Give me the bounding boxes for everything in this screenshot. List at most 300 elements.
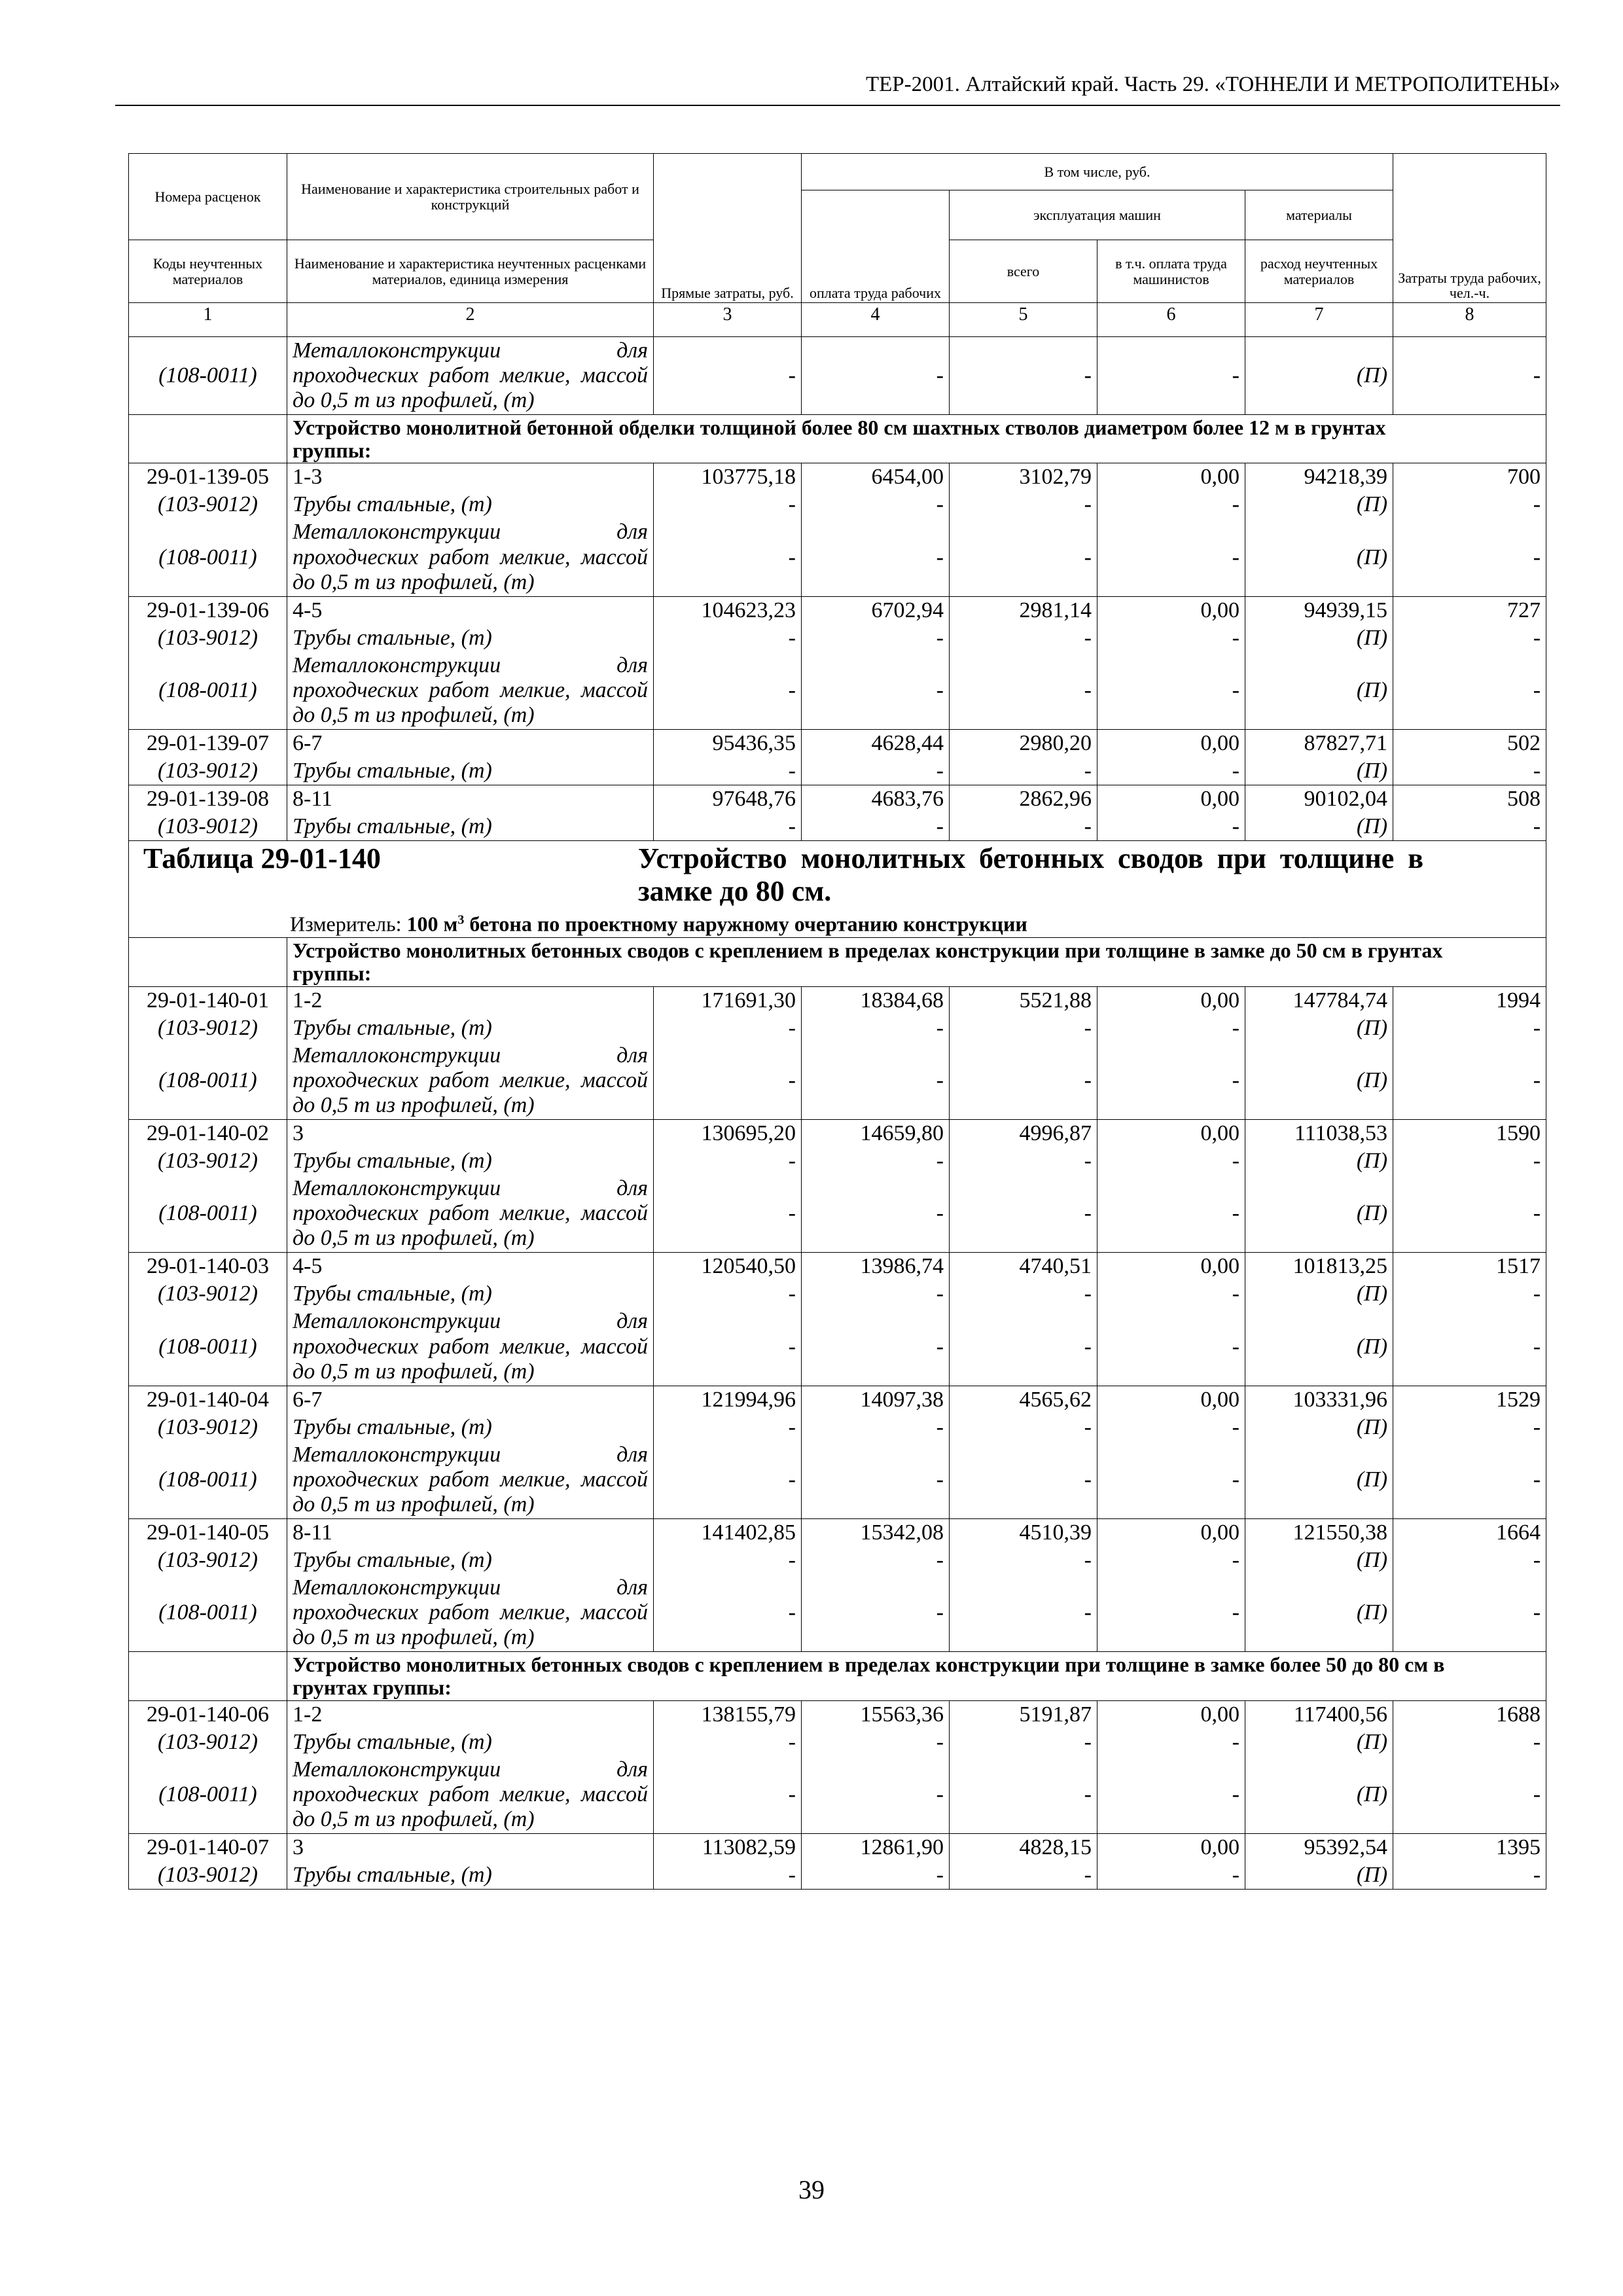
material-name: Металлоконструкции для проходческих работ мелкие, массой до 0,5 т из профилей, (т) xyxy=(287,1441,654,1519)
material-consumption: (П) xyxy=(1245,813,1393,841)
material-code: (103-9012) xyxy=(129,491,287,518)
empty-value: - xyxy=(1393,1014,1546,1042)
meter-label: Измеритель: xyxy=(290,912,402,936)
empty-value: - xyxy=(1393,652,1546,730)
column-number: 5 xyxy=(950,303,1097,337)
rate-row xyxy=(129,1700,1546,1729)
empty-value: - xyxy=(1393,491,1546,518)
empty-value: - xyxy=(950,491,1097,518)
material-row-metal xyxy=(129,1042,1546,1120)
empty-value: - xyxy=(1097,652,1245,730)
material-row-pipes xyxy=(129,491,1546,518)
material-row-pipes xyxy=(129,1547,1546,1574)
empty-value: - xyxy=(1097,813,1245,841)
material-consumption: (П) xyxy=(1245,1042,1393,1120)
empty-value: - xyxy=(1097,1729,1245,1756)
material-row-pipes xyxy=(129,1147,1546,1175)
operator-pay: 0,00 xyxy=(1097,1519,1245,1547)
material-row-metal xyxy=(129,1308,1546,1386)
material-code: (103-9012) xyxy=(129,1280,287,1308)
empty-value: - xyxy=(802,1414,950,1441)
material-consumption: (П) xyxy=(1245,1547,1393,1574)
operator-pay: 0,00 xyxy=(1097,1833,1245,1861)
material-consumption: (П) xyxy=(1245,652,1393,730)
empty-value: - xyxy=(654,337,802,415)
rate-code: 29-01-140-04 xyxy=(129,1386,287,1414)
material-consumption: (П) xyxy=(1245,491,1393,518)
rate-soil-group: 4-5 xyxy=(287,1253,654,1281)
material-consumption: (П) xyxy=(1245,1756,1393,1834)
labor-pay: 14097,38 xyxy=(802,1386,950,1414)
labor-hours: 508 xyxy=(1393,785,1546,814)
meter-value: 100 м xyxy=(406,912,458,936)
material-name: Трубы стальные, (т) xyxy=(287,1861,654,1890)
material-name: Металлоконструкции для проходческих работ мелкие, массой до 0,5 т из профилей, (т) xyxy=(287,1042,654,1120)
page-number: 39 xyxy=(798,2175,825,2204)
rate-soil-group: 6-7 xyxy=(287,1386,654,1414)
empty-value: - xyxy=(1393,813,1546,841)
empty-value: - xyxy=(1393,1861,1546,1890)
material-code: (108-0011) xyxy=(129,1042,287,1120)
column-number: 1 xyxy=(129,303,287,337)
material-consumption: (П) xyxy=(1245,1441,1393,1519)
direct-costs: 141402,85 xyxy=(654,1519,802,1547)
material-costs: 95392,54 xyxy=(1245,1833,1393,1861)
material-code: (103-9012) xyxy=(129,757,287,785)
empty-value: - xyxy=(802,1280,950,1308)
empty-value: - xyxy=(802,1147,950,1175)
material-code: (108-0011) xyxy=(129,652,287,730)
material-costs: 101813,25 xyxy=(1245,1253,1393,1281)
empty-value: - xyxy=(654,491,802,518)
rate-soil-group: 4-5 xyxy=(287,596,654,624)
material-costs: 103331,96 xyxy=(1245,1386,1393,1414)
labor-hours: 727 xyxy=(1393,596,1546,624)
material-consumption: (П) xyxy=(1245,624,1393,652)
empty-value: - xyxy=(654,1441,802,1519)
operator-pay: 0,00 xyxy=(1097,1700,1245,1729)
rate-code: 29-01-139-06 xyxy=(129,596,287,624)
empty-value: - xyxy=(1097,1175,1245,1253)
labor-hours: 1664 xyxy=(1393,1519,1546,1547)
material-name: Металлоконструкции для проходческих работ мелкие, массой до 0,5 т из профилей, (т) xyxy=(287,1756,654,1834)
material-name: Металлоконструкции для проходческих работ мелкие, массой до 0,5 т из профилей, (т) xyxy=(287,1308,654,1386)
empty-value: - xyxy=(1097,1042,1245,1120)
material-name: Трубы стальные, (т) xyxy=(287,1414,654,1441)
column-number: 2 xyxy=(287,303,654,337)
material-row-metal xyxy=(129,1175,1546,1253)
labor-hours: 1688 xyxy=(1393,1700,1546,1729)
empty-value: - xyxy=(1097,624,1245,652)
empty-value: - xyxy=(1097,1547,1245,1574)
empty-value: - xyxy=(802,1756,950,1834)
labor-hours: 1529 xyxy=(1393,1386,1546,1414)
material-row-metal xyxy=(129,518,1546,596)
material-row-pipes xyxy=(129,813,1546,841)
rate-soil-group: 1-2 xyxy=(287,986,654,1014)
material-row-metal xyxy=(129,652,1546,730)
operator-pay: 0,00 xyxy=(1097,463,1245,492)
rate-code: 29-01-139-05 xyxy=(129,463,287,492)
material-consumption: (П) xyxy=(1245,1175,1393,1253)
empty-value: - xyxy=(1393,1547,1546,1574)
operator-pay: 0,00 xyxy=(1097,730,1245,758)
material-costs: 121550,38 xyxy=(1245,1519,1393,1547)
operator-pay: 0,00 xyxy=(1097,986,1245,1014)
material-code: (108-0011) xyxy=(129,1308,287,1386)
labor-hours: 1590 xyxy=(1393,1119,1546,1147)
empty-value: - xyxy=(1393,1280,1546,1308)
empty-value: - xyxy=(1393,1441,1546,1519)
empty-value: - xyxy=(950,1014,1097,1042)
machine-costs: 4510,39 xyxy=(950,1519,1097,1547)
material-row-pipes xyxy=(129,624,1546,652)
group-header: В том числе, руб. xyxy=(802,154,1393,190)
empty-value: - xyxy=(1097,1014,1245,1042)
empty-value: - xyxy=(950,1547,1097,1574)
empty-value: - xyxy=(654,1756,802,1834)
operator-pay: 0,00 xyxy=(1097,1119,1245,1147)
table-title-row xyxy=(129,841,1546,938)
rate-code: 29-01-140-01 xyxy=(129,986,287,1014)
meter-rest: бетона по проектному наружному очертанию конструкции xyxy=(464,912,1027,936)
operator-pay: 0,00 xyxy=(1097,596,1245,624)
rate-soil-group: 1-3 xyxy=(287,463,654,492)
empty-value: - xyxy=(802,1014,950,1042)
empty-value: - xyxy=(950,652,1097,730)
page-header: ТЕР-2001. Алтайский край. Часть 29. «ТОННЕЛИ И МЕТРОПОЛИТЕНЫ» xyxy=(865,73,1560,96)
direct-costs: 104623,23 xyxy=(654,596,802,624)
rate-row xyxy=(129,1386,1546,1414)
material-consumption: (П) xyxy=(1245,1574,1393,1652)
empty-value: - xyxy=(950,1414,1097,1441)
empty-value: - xyxy=(654,1042,802,1120)
table-description: Устройство монолитных бетонных сводов при толщине в замке до 80 см. xyxy=(638,842,1423,907)
rate-soil-group: 8-11 xyxy=(287,785,654,814)
rate-row xyxy=(129,1833,1546,1861)
rate-row xyxy=(129,1253,1546,1281)
material-row-metal xyxy=(129,337,1546,415)
rate-code: 29-01-140-06 xyxy=(129,1700,287,1729)
empty-value: - xyxy=(802,1308,950,1386)
col6-header: в т.ч. оплата труда машинистов xyxy=(1097,240,1245,303)
labor-pay: 13986,74 xyxy=(802,1253,950,1281)
material-costs: 111038,53 xyxy=(1245,1119,1393,1147)
rates-table xyxy=(128,153,1546,1890)
col4-header: оплата труда рабочих xyxy=(802,190,950,303)
direct-costs: 113082,59 xyxy=(654,1833,802,1861)
column-number: 8 xyxy=(1393,303,1546,337)
material-name: Трубы стальные, (т) xyxy=(287,1147,654,1175)
empty-value: - xyxy=(950,1756,1097,1834)
direct-costs: 121994,96 xyxy=(654,1386,802,1414)
rate-row xyxy=(129,986,1546,1014)
empty-value: - xyxy=(950,757,1097,785)
empty-value: - xyxy=(950,1308,1097,1386)
empty-value: - xyxy=(1097,1756,1245,1834)
material-costs: 90102,04 xyxy=(1245,785,1393,814)
rate-row xyxy=(129,1119,1546,1147)
material-code: (108-0011) xyxy=(129,518,287,596)
col5-header: всего xyxy=(950,240,1097,303)
material-costs: 147784,74 xyxy=(1245,986,1393,1014)
empty-value: - xyxy=(1393,1756,1546,1834)
section-spacer xyxy=(129,938,287,986)
empty-value: - xyxy=(654,1147,802,1175)
empty-value: - xyxy=(654,1014,802,1042)
col1-top-header: Номера расценок xyxy=(129,154,287,240)
rate-soil-group: 3 xyxy=(287,1833,654,1861)
table-title-cell xyxy=(129,841,1546,938)
material-consumption: (П) xyxy=(1245,1280,1393,1308)
material-consumption: (П) xyxy=(1245,1414,1393,1441)
column-number: 7 xyxy=(1245,303,1393,337)
empty-value: - xyxy=(950,1147,1097,1175)
column-number: 4 xyxy=(802,303,950,337)
machine-costs: 4996,87 xyxy=(950,1119,1097,1147)
labor-hours: 1994 xyxy=(1393,986,1546,1014)
empty-value: - xyxy=(802,1175,950,1253)
material-row-metal xyxy=(129,1441,1546,1519)
direct-costs: 97648,76 xyxy=(654,785,802,814)
empty-value: - xyxy=(1097,337,1245,415)
material-consumption: (П) xyxy=(1245,757,1393,785)
direct-costs: 120540,50 xyxy=(654,1253,802,1281)
labor-hours: 1395 xyxy=(1393,1833,1546,1861)
section-heading: Устройство монолитных бетонных сводов с креплением в пределах конструкции при толщине в замке до 50 см в грунтах группы: xyxy=(287,938,1546,986)
empty-value: - xyxy=(1393,1175,1546,1253)
material-row-pipes xyxy=(129,1014,1546,1042)
material-consumption: (П) xyxy=(1245,1014,1393,1042)
rate-row xyxy=(129,1519,1546,1547)
empty-value: - xyxy=(654,652,802,730)
empty-value: - xyxy=(950,1280,1097,1308)
empty-value: - xyxy=(950,1729,1097,1756)
column-number: 3 xyxy=(654,303,802,337)
material-row-pipes xyxy=(129,1280,1546,1308)
col7-header: расход неучтенных материалов xyxy=(1245,240,1393,303)
empty-value: - xyxy=(950,518,1097,596)
material-consumption: (П) xyxy=(1245,518,1393,596)
section-139-heading xyxy=(129,415,1546,463)
empty-value: - xyxy=(802,1861,950,1890)
empty-value: - xyxy=(1097,757,1245,785)
empty-value: - xyxy=(1393,757,1546,785)
empty-value: - xyxy=(654,518,802,596)
material-code: (103-9012) xyxy=(129,1547,287,1574)
material-row-pipes xyxy=(129,1729,1546,1756)
empty-value: - xyxy=(1097,1441,1245,1519)
empty-value: - xyxy=(1097,1308,1245,1386)
rate-soil-group: 1-2 xyxy=(287,1700,654,1729)
empty-value: - xyxy=(1097,1414,1245,1441)
labor-pay: 4628,44 xyxy=(802,730,950,758)
col3-header: Прямые затраты, руб. xyxy=(654,154,802,303)
empty-value: - xyxy=(950,337,1097,415)
empty-value: - xyxy=(1097,1861,1245,1890)
material-name: Металлоконструкции для проходческих работ мелкие, массой до 0,5 т из профилей, (т) xyxy=(287,652,654,730)
direct-costs: 171691,30 xyxy=(654,986,802,1014)
material-code: (108-0011) xyxy=(129,337,287,415)
labor-pay: 18384,68 xyxy=(802,986,950,1014)
machine-costs: 2862,96 xyxy=(950,785,1097,814)
empty-value: - xyxy=(802,337,950,415)
empty-value: - xyxy=(1097,1147,1245,1175)
empty-value: - xyxy=(654,1308,802,1386)
machine-costs: 5191,87 xyxy=(950,1700,1097,1729)
empty-value: - xyxy=(654,1547,802,1574)
labor-pay: 12861,90 xyxy=(802,1833,950,1861)
material-costs: 117400,56 xyxy=(1245,1700,1393,1729)
section-spacer xyxy=(129,415,287,463)
rate-soil-group: 8-11 xyxy=(287,1519,654,1547)
meter-sup: 3 xyxy=(457,912,465,927)
material-consumption: (П) xyxy=(1245,1861,1393,1890)
material-code: (103-9012) xyxy=(129,1014,287,1042)
rate-code: 29-01-140-07 xyxy=(129,1833,287,1861)
labor-pay: 15342,08 xyxy=(802,1519,950,1547)
empty-value: - xyxy=(950,1574,1097,1652)
machine-costs: 4828,15 xyxy=(950,1833,1097,1861)
materials-header: материалы xyxy=(1245,190,1393,240)
empty-value: - xyxy=(802,813,950,841)
material-costs: 94218,39 xyxy=(1245,463,1393,492)
empty-value: - xyxy=(1393,1042,1546,1120)
material-name: Трубы стальные, (т) xyxy=(287,1014,654,1042)
empty-value: - xyxy=(802,1574,950,1652)
empty-value: - xyxy=(1393,1147,1546,1175)
material-name: Трубы стальные, (т) xyxy=(287,491,654,518)
col2-top-header: Наименование и характеристика строительных работ и конструкций xyxy=(287,154,654,240)
material-name: Металлоконструкции для проходческих работ мелкие, массой до 0,5 т из профилей, (т) xyxy=(287,1175,654,1253)
empty-value: - xyxy=(950,1042,1097,1120)
rate-row xyxy=(129,463,1546,492)
rate-soil-group: 6-7 xyxy=(287,730,654,758)
labor-pay: 15563,36 xyxy=(802,1700,950,1729)
machine-costs: 4565,62 xyxy=(950,1386,1097,1414)
material-row-pipes xyxy=(129,757,1546,785)
empty-value: - xyxy=(950,1861,1097,1890)
labor-pay: 14659,80 xyxy=(802,1119,950,1147)
material-code: (103-9012) xyxy=(129,1147,287,1175)
rate-row xyxy=(129,730,1546,758)
empty-value: - xyxy=(950,1441,1097,1519)
material-name: Трубы стальные, (т) xyxy=(287,813,654,841)
labor-hours: 1517 xyxy=(1393,1253,1546,1281)
direct-costs: 103775,18 xyxy=(654,463,802,492)
labor-hours: 502 xyxy=(1393,730,1546,758)
header-divider xyxy=(115,105,1560,106)
empty-value: - xyxy=(802,1547,950,1574)
empty-value: - xyxy=(802,1441,950,1519)
empty-value: - xyxy=(802,518,950,596)
material-code: (103-9012) xyxy=(129,1729,287,1756)
machine-costs: 2980,20 xyxy=(950,730,1097,758)
empty-value: - xyxy=(654,1414,802,1441)
rate-code: 29-01-139-08 xyxy=(129,785,287,814)
empty-value: - xyxy=(654,1861,802,1890)
section-140b-heading xyxy=(129,1652,1546,1700)
labor-pay: 6702,94 xyxy=(802,596,950,624)
machines-header: эксплуатация машин xyxy=(950,190,1245,240)
empty-value: - xyxy=(1393,1414,1546,1441)
empty-value: - xyxy=(802,624,950,652)
operator-pay: 0,00 xyxy=(1097,1386,1245,1414)
rate-soil-group: 3 xyxy=(287,1119,654,1147)
material-row-pipes xyxy=(129,1861,1546,1890)
empty-value: - xyxy=(1393,1308,1546,1386)
empty-value: - xyxy=(950,813,1097,841)
empty-value: - xyxy=(950,1175,1097,1253)
empty-value: - xyxy=(1393,337,1546,415)
rate-code: 29-01-140-02 xyxy=(129,1119,287,1147)
section-heading: Устройство монолитных бетонных сводов с креплением в пределах конструкции при толщине в замке более 50 до 80 см в грунтах группы: xyxy=(287,1652,1546,1700)
material-code: (108-0011) xyxy=(129,1756,287,1834)
machine-costs: 3102,79 xyxy=(950,463,1097,492)
empty-value: - xyxy=(802,1042,950,1120)
col8-header: Затраты труда рабочих, чел.-ч. xyxy=(1393,154,1546,303)
section-140a-heading xyxy=(129,938,1546,986)
empty-value: - xyxy=(1393,1574,1546,1652)
table-number: Таблица 29-01-140 xyxy=(143,842,381,875)
empty-value: - xyxy=(654,1729,802,1756)
material-name: Металлоконструкции для проходческих работ мелкие, массой до 0,5 т из профилей, (т) xyxy=(287,1574,654,1652)
labor-pay: 4683,76 xyxy=(802,785,950,814)
col2-bottom-header: Наименование и характеристика неучтенных расценками материалов, единица измерения xyxy=(287,240,654,303)
material-consumption: (П) xyxy=(1245,1308,1393,1386)
section-heading: Устройство монолитной бетонной обделки толщиной более 80 см шахтных стволов диаметром более 12 м в грунтах группы: xyxy=(287,415,1546,463)
material-name: Трубы стальные, (т) xyxy=(287,1547,654,1574)
material-code: (108-0011) xyxy=(129,1574,287,1652)
rate-code: 29-01-140-03 xyxy=(129,1253,287,1281)
operator-pay: 0,00 xyxy=(1097,1253,1245,1281)
rate-code: 29-01-139-07 xyxy=(129,730,287,758)
empty-value: - xyxy=(1393,1729,1546,1756)
empty-value: - xyxy=(654,624,802,652)
empty-value: - xyxy=(802,491,950,518)
empty-value: - xyxy=(654,1175,802,1253)
empty-value: - xyxy=(1393,518,1546,596)
direct-costs: 130695,20 xyxy=(654,1119,802,1147)
empty-value: - xyxy=(654,757,802,785)
labor-hours: 700 xyxy=(1393,463,1546,492)
material-costs: 94939,15 xyxy=(1245,596,1393,624)
direct-costs: 138155,79 xyxy=(654,1700,802,1729)
material-name: Трубы стальные, (т) xyxy=(287,757,654,785)
material-name: Трубы стальные, (т) xyxy=(287,624,654,652)
material-name: Трубы стальные, (т) xyxy=(287,1729,654,1756)
rate-row xyxy=(129,596,1546,624)
material-code: (108-0011) xyxy=(129,1175,287,1253)
empty-value: - xyxy=(654,1280,802,1308)
material-name: Трубы стальные, (т) xyxy=(287,1280,654,1308)
empty-value: - xyxy=(654,1574,802,1652)
empty-value: - xyxy=(1097,1280,1245,1308)
material-row-pipes xyxy=(129,1414,1546,1441)
material-consumption: (П) xyxy=(1245,1729,1393,1756)
empty-value: - xyxy=(802,757,950,785)
col1-bottom-header: Коды неучтенных материалов xyxy=(129,240,287,303)
material-consumption: (П) xyxy=(1245,337,1393,415)
operator-pay: 0,00 xyxy=(1097,785,1245,814)
empty-value: - xyxy=(1393,624,1546,652)
machine-costs: 4740,51 xyxy=(950,1253,1097,1281)
material-costs: 87827,71 xyxy=(1245,730,1393,758)
empty-value: - xyxy=(802,652,950,730)
empty-value: - xyxy=(1097,518,1245,596)
empty-value: - xyxy=(654,813,802,841)
material-code: (103-9012) xyxy=(129,1414,287,1441)
